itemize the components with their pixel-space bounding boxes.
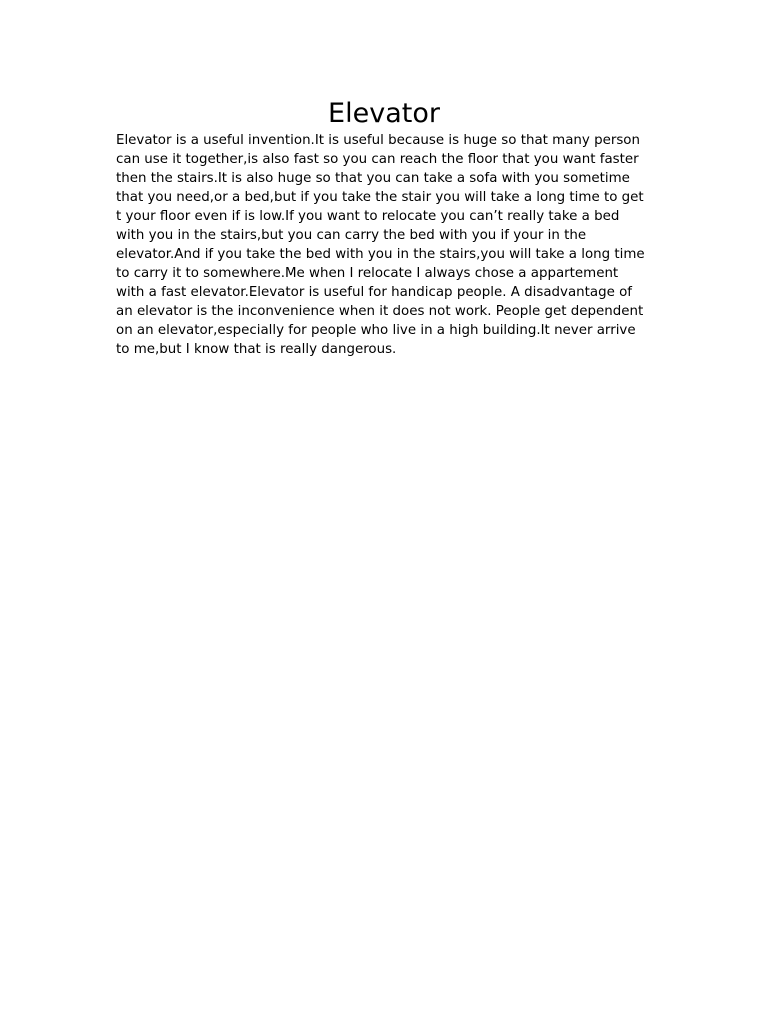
body-line: to me,but I know that is really dangerous. (116, 342, 397, 357)
body-line: t your floor even if is low.If you want to relocate you can’t really take a bed (116, 209, 620, 224)
body-line: to carry it to somewhere.Me when I relocate I always chose a appartement (116, 266, 619, 281)
body-line: Elevator is a useful invention.It is useful because is huge so that many person (116, 133, 640, 148)
body-line: on an elevator,especially for people who live in a high building.It never arrive (116, 323, 636, 338)
document-title: Elevator (328, 98, 440, 129)
body-line: that you need,or a bed,but if you take the stair you will take a long time to get (116, 190, 644, 205)
body-line: elevator.And if you take the bed with you in the stairs,you will take a long time (116, 247, 645, 262)
body-line: an elevator is the inconvenience when it does not work. People get dependent (116, 304, 644, 319)
document-body (116, 131, 654, 359)
body-line: can use it together,is also fast so you can reach the floor that you want faster (116, 152, 639, 167)
body-line: then the stairs.It is also huge so that you can take a sofa with you sometime (116, 171, 630, 186)
body-line: with you in the stairs,but you can carry the bed with you if your in the (116, 228, 587, 243)
body-line: with a fast elevator.Elevator is useful for handicap people. A disadvantage of (116, 285, 633, 300)
